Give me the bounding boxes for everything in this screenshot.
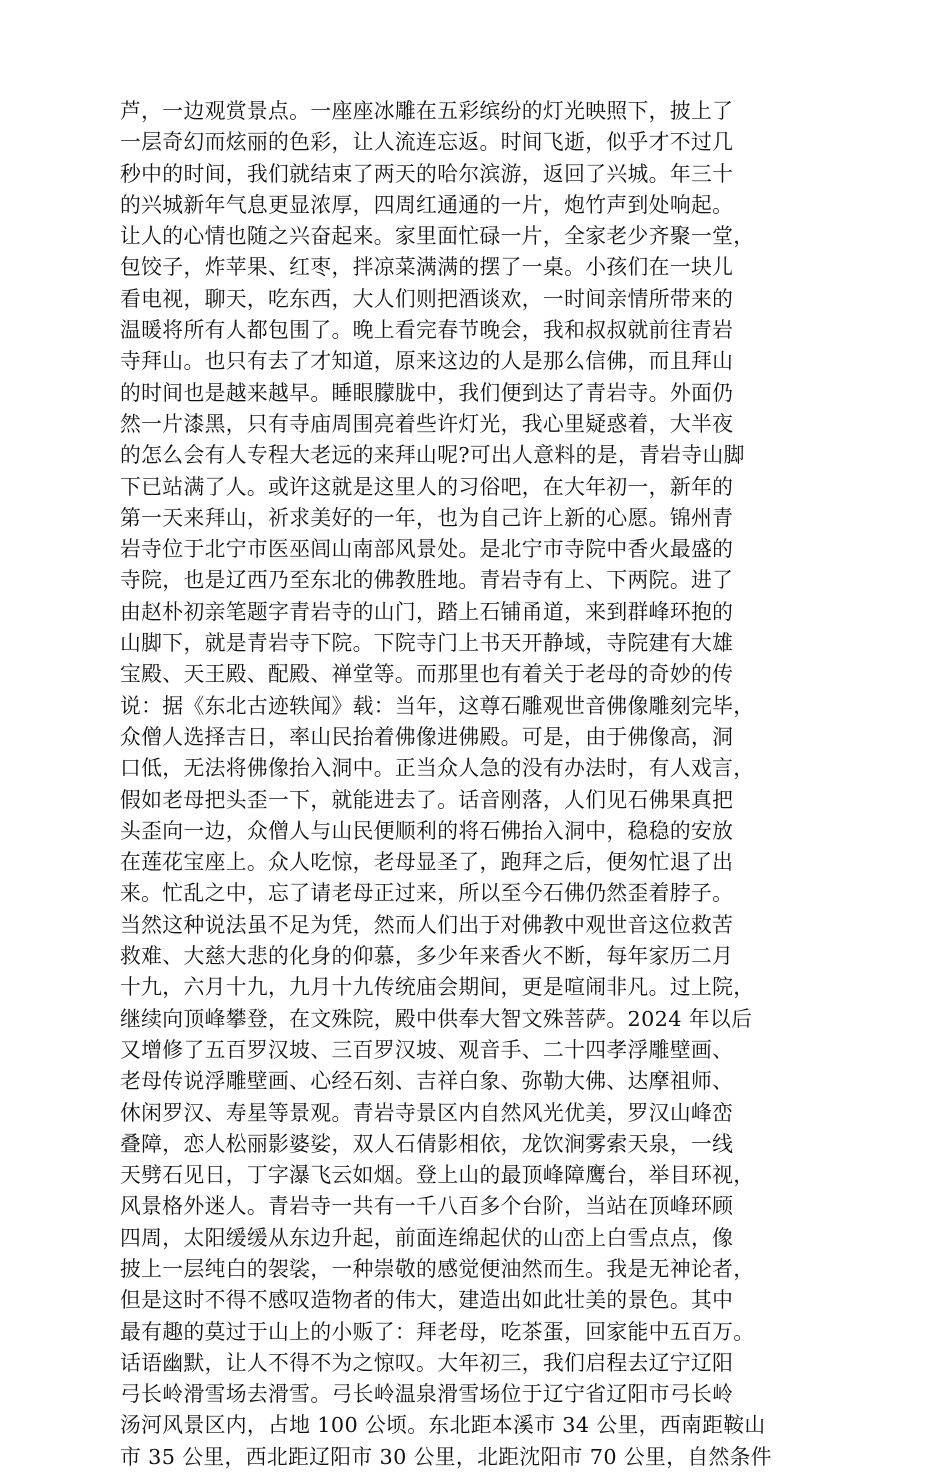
- text-line: 天劈石见日，丁字瀑飞云如烟。登上山的最顶峰障鹰台，举目环视，: [120, 1163, 755, 1188]
- text-line: 山脚下，就是青岩寺下院。下院寺门上书天开静域，寺院建有大雄: [120, 631, 734, 656]
- text-line: 最有趣的莫过于山上的小贩了：拜老母，吃茶蛋，回家能中五百万。: [120, 1319, 755, 1344]
- text-line: 风景格外迷人。青岩寺一共有一千八百多个台阶，当站在顶峰环顾: [120, 1194, 734, 1219]
- text-line: 然一片漆黑，只有寺庙周围亮着些许灯光，我心里疑惑着，大半夜: [120, 411, 734, 436]
- text-line: 市 35 公里，西北距辽阳市 30 公里，北距沈阳市 70 公里，自然条件: [120, 1444, 772, 1469]
- text-line: 岩寺位于北宁市医巫闾山南部风景处。是北宁市寺院中香火最盛的: [120, 537, 734, 562]
- text-line: 话语幽默，让人不得不为之惊叹。大年初三，我们启程去辽宁辽阳: [120, 1350, 734, 1375]
- text-line: 的兴城新年气息更显浓厚，四周红通通的一片，炮竹声到处响起。: [120, 192, 734, 217]
- text-line: 寺拜山。也只有去了才知道，原来这边的人是那么信佛，而且拜山: [120, 349, 734, 374]
- text-line: 四周，太阳缓缓从东边升起，前面连绵起伏的山峦上白雪点点，像: [120, 1225, 734, 1250]
- text-line: 寺院，也是辽西乃至东北的佛教胜地。青岩寺有上、下两院。进了: [120, 568, 734, 593]
- text-line: 的时间也是越来越早。睡眼朦胧中，我们便到达了青岩寺。外面仍: [120, 380, 734, 405]
- text-line: 第一天来拜山，祈求美好的一年，也为自己许上新的心愿。锦州青: [120, 505, 734, 530]
- text-line: 宝殿、天王殿、配殿、禅堂等。而那里也有着关于老母的奇妙的传: [120, 662, 734, 687]
- text-line: 救难、大慈大悲的化身的仰慕，多少年来香火不断，每年家历二月: [120, 944, 734, 969]
- text-line: 在莲花宝座上。众人吃惊，老母显圣了，跑拜之后，便匆忙退了出: [120, 850, 734, 875]
- text-line: 下已站满了人。或许这就是这里人的习俗吧，在大年初一，新年的: [120, 474, 734, 499]
- text-line: 汤河风景区内，占地 100 公顷。东北距本溪市 34 公里，西南距鞍山: [120, 1413, 766, 1438]
- text-line: 让人的心情也随之兴奋起来。家里面忙碌一片，全家老少齐聚一堂，: [120, 224, 755, 249]
- text-line: 芦，一边观赏景点。一座座冰雕在五彩缤纷的灯光映照下，披上了: [120, 99, 734, 123]
- text-line: 来。忙乱之中，忘了请老母正过来，所以至今石佛仍然歪着脖子。: [120, 881, 734, 906]
- text-line: 的怎么会有人专程大老远的来拜山呢?可出人意料的是，青岩寺山脚: [120, 443, 745, 468]
- text-line: 又增修了五百罗汉坡、三百罗汉坡、观音手、二十四孝浮雕壁画、: [120, 1037, 734, 1062]
- text-line: 十九，六月十九，九月十九传统庙会期间，更是喧闹非凡。过上院，: [120, 975, 755, 1000]
- text-line: 众僧人选择吉日，率山民抬着佛像进佛殿。可是，由于佛像高，洞: [120, 724, 734, 749]
- text-line: 由赵朴初亲笔题字青岩寺的山门，踏上石铺甬道，来到群峰环抱的: [120, 599, 734, 624]
- text-line: 头歪向一边，众僧人与山民便顺利的将石佛抬入洞中，稳稳的安放: [120, 818, 734, 843]
- text-line: 但是这时不得不感叹造物者的伟大，建造出如此壮美的景色。其中: [120, 1288, 734, 1313]
- text-line: 看电视，聊天，吃东西，大人们则把酒谈欢，一时间亲情所带来的: [120, 286, 734, 311]
- text-line: 叠障，恋人松丽影婆娑，双人石倩影相依，龙饮涧雾索天泉，一线: [120, 1131, 734, 1156]
- text-line: 继续向顶峰攀登，在文殊院，殿中供奉大智文殊菩萨。2024 年以后: [120, 1006, 753, 1031]
- text-line: 说：据《东北古迹轶闻》载：当年，这尊石雕观世音佛像雕刻完毕，: [120, 693, 755, 718]
- body-text: [120, 96, 832, 1473]
- text-line: 一层奇幻而炫丽的色彩，让人流连忘返。时间飞逝，似乎才不过几: [120, 130, 734, 155]
- text-line: 包饺子，炸苹果、红枣，拌凉菜满满的摆了一桌。小孩们在一块儿: [120, 255, 734, 280]
- text-line: 假如老母把头歪一下，就能进去了。话音刚落，人们见石佛果真把: [120, 787, 734, 812]
- text-line: 秒中的时间，我们就结束了两天的哈尔滨游，返回了兴城。年三十: [120, 161, 734, 186]
- text-line: 休闲罗汉、寿星等景观。青岩寺景区内自然风光优美，罗汉山峰峦: [120, 1100, 734, 1125]
- text-line: 温暖将所有人都包围了。晚上看完春节晚会，我和叔叔就前往青岩: [120, 318, 734, 343]
- text-line: 披上一层纯白的袈裟，一种崇敬的感觉便油然而生。我是无神论者，: [120, 1256, 755, 1281]
- text-line: 弓长岭滑雪场去滑雪。弓长岭温泉滑雪场位于辽宁省辽阳市弓长岭: [120, 1382, 734, 1407]
- text-line: 当然这种说法虽不足为凭，然而人们出于对佛教中观世音这位救苦: [120, 912, 734, 937]
- text-line: 老母传说浮雕壁画、心经石刻、吉祥白象、弥勒大佛、达摩祖师、: [120, 1069, 734, 1094]
- text-line: 口低，无法将佛像抬入洞中。正当众人急的没有办法时，有人戏言，: [120, 756, 755, 781]
